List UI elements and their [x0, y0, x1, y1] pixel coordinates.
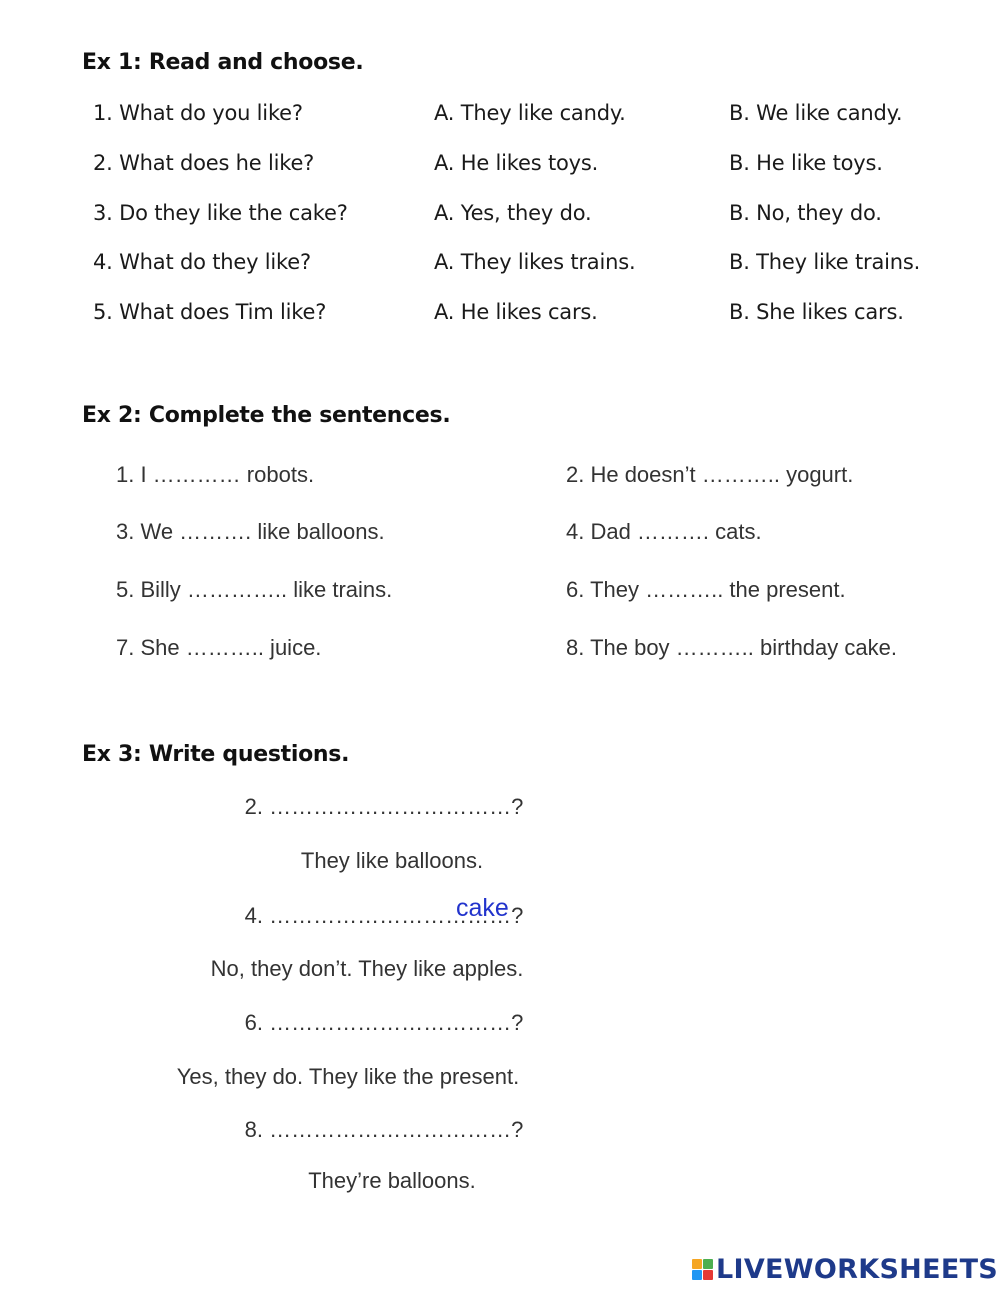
- logo-block: [703, 1259, 713, 1269]
- ex3-question-2: 2. ……………………………?: [244, 794, 524, 819]
- ex3-title: Ex 3: Write questions.: [82, 742, 350, 767]
- ex3-answer-8: They’re balloons.: [308, 1168, 476, 1193]
- ex3-answer-input-4[interactable]: [452, 893, 530, 923]
- ex1-title: Ex 1: Read and choose.: [82, 50, 364, 75]
- ex1-option-b[interactable]: B. They like trains.: [729, 250, 921, 274]
- ex2-sentence-5: 5. Billy ………….. like trains.: [116, 577, 393, 602]
- logo-text: LIVEWORKSHEETS: [716, 1253, 999, 1285]
- ex1-row-4: [0, 250, 1000, 290]
- ex1-question: 2. What does he like?: [93, 151, 315, 175]
- ex2-sentence-2: 2. He doesn’t ……….. yogurt.: [566, 462, 854, 487]
- ex3-question-4: 4. ……………………………?: [244, 903, 524, 928]
- ex1-option-a[interactable]: A. He likes toys.: [434, 151, 599, 175]
- ex1-question: 4. What do they like?: [93, 250, 311, 274]
- ex1-question: 1. What do you like?: [93, 101, 303, 125]
- ex1-row-1: [0, 101, 1000, 141]
- ex1-row-3: [0, 201, 1000, 241]
- ex2-sentence-7: 7. She ……….. juice.: [116, 635, 322, 660]
- ex2-sentence-3: 3. We ………. like balloons.: [116, 519, 385, 544]
- ex1-row-5: [0, 300, 1000, 340]
- ex1-question: 3. Do they like the cake?: [93, 201, 348, 225]
- ex1-option-a[interactable]: A. Yes, they do.: [434, 201, 592, 225]
- ex2-sentence-6: 6. They ……….. the present.: [566, 577, 846, 602]
- ex2-title: Ex 2: Complete the sentences.: [82, 403, 451, 428]
- ex3-answer-2: They like balloons.: [300, 848, 484, 873]
- ex3-question-6: 6. ……………………………?: [244, 1010, 524, 1035]
- ex1-option-a[interactable]: A. They like candy.: [434, 101, 626, 125]
- ex2-sentence-4: 4. Dad ………. cats.: [566, 519, 762, 544]
- logo-block: [703, 1270, 713, 1280]
- liveworksheets-logo: [692, 1252, 998, 1286]
- ex1-option-b[interactable]: B. No, they do.: [729, 201, 882, 225]
- ex1-option-b[interactable]: B. He like toys.: [729, 151, 883, 175]
- ex3-answer-6: Yes, they do. They like the present.: [176, 1064, 520, 1089]
- logo-blocks-icon: [692, 1259, 713, 1280]
- ex1-row-2: [0, 151, 1000, 191]
- ex1-option-b[interactable]: B. She likes cars.: [729, 300, 904, 324]
- ex3-answer-4: No, they don’t. They like apples.: [210, 956, 524, 981]
- ex1-question: 5. What does Tim like?: [93, 300, 327, 324]
- logo-block: [692, 1270, 702, 1280]
- ex1-option-b[interactable]: B. We like candy.: [729, 101, 903, 125]
- ex3-question-8: 8. ……………………………?: [244, 1117, 524, 1142]
- ex2-sentence-8: 8. The boy ……….. birthday cake.: [566, 635, 897, 660]
- ex2-sentence-1: 1. I ………… robots.: [116, 462, 315, 487]
- logo-block: [692, 1259, 702, 1269]
- ex1-option-a[interactable]: A. They likes trains.: [434, 250, 636, 274]
- ex1-option-a[interactable]: A. He likes cars.: [434, 300, 598, 324]
